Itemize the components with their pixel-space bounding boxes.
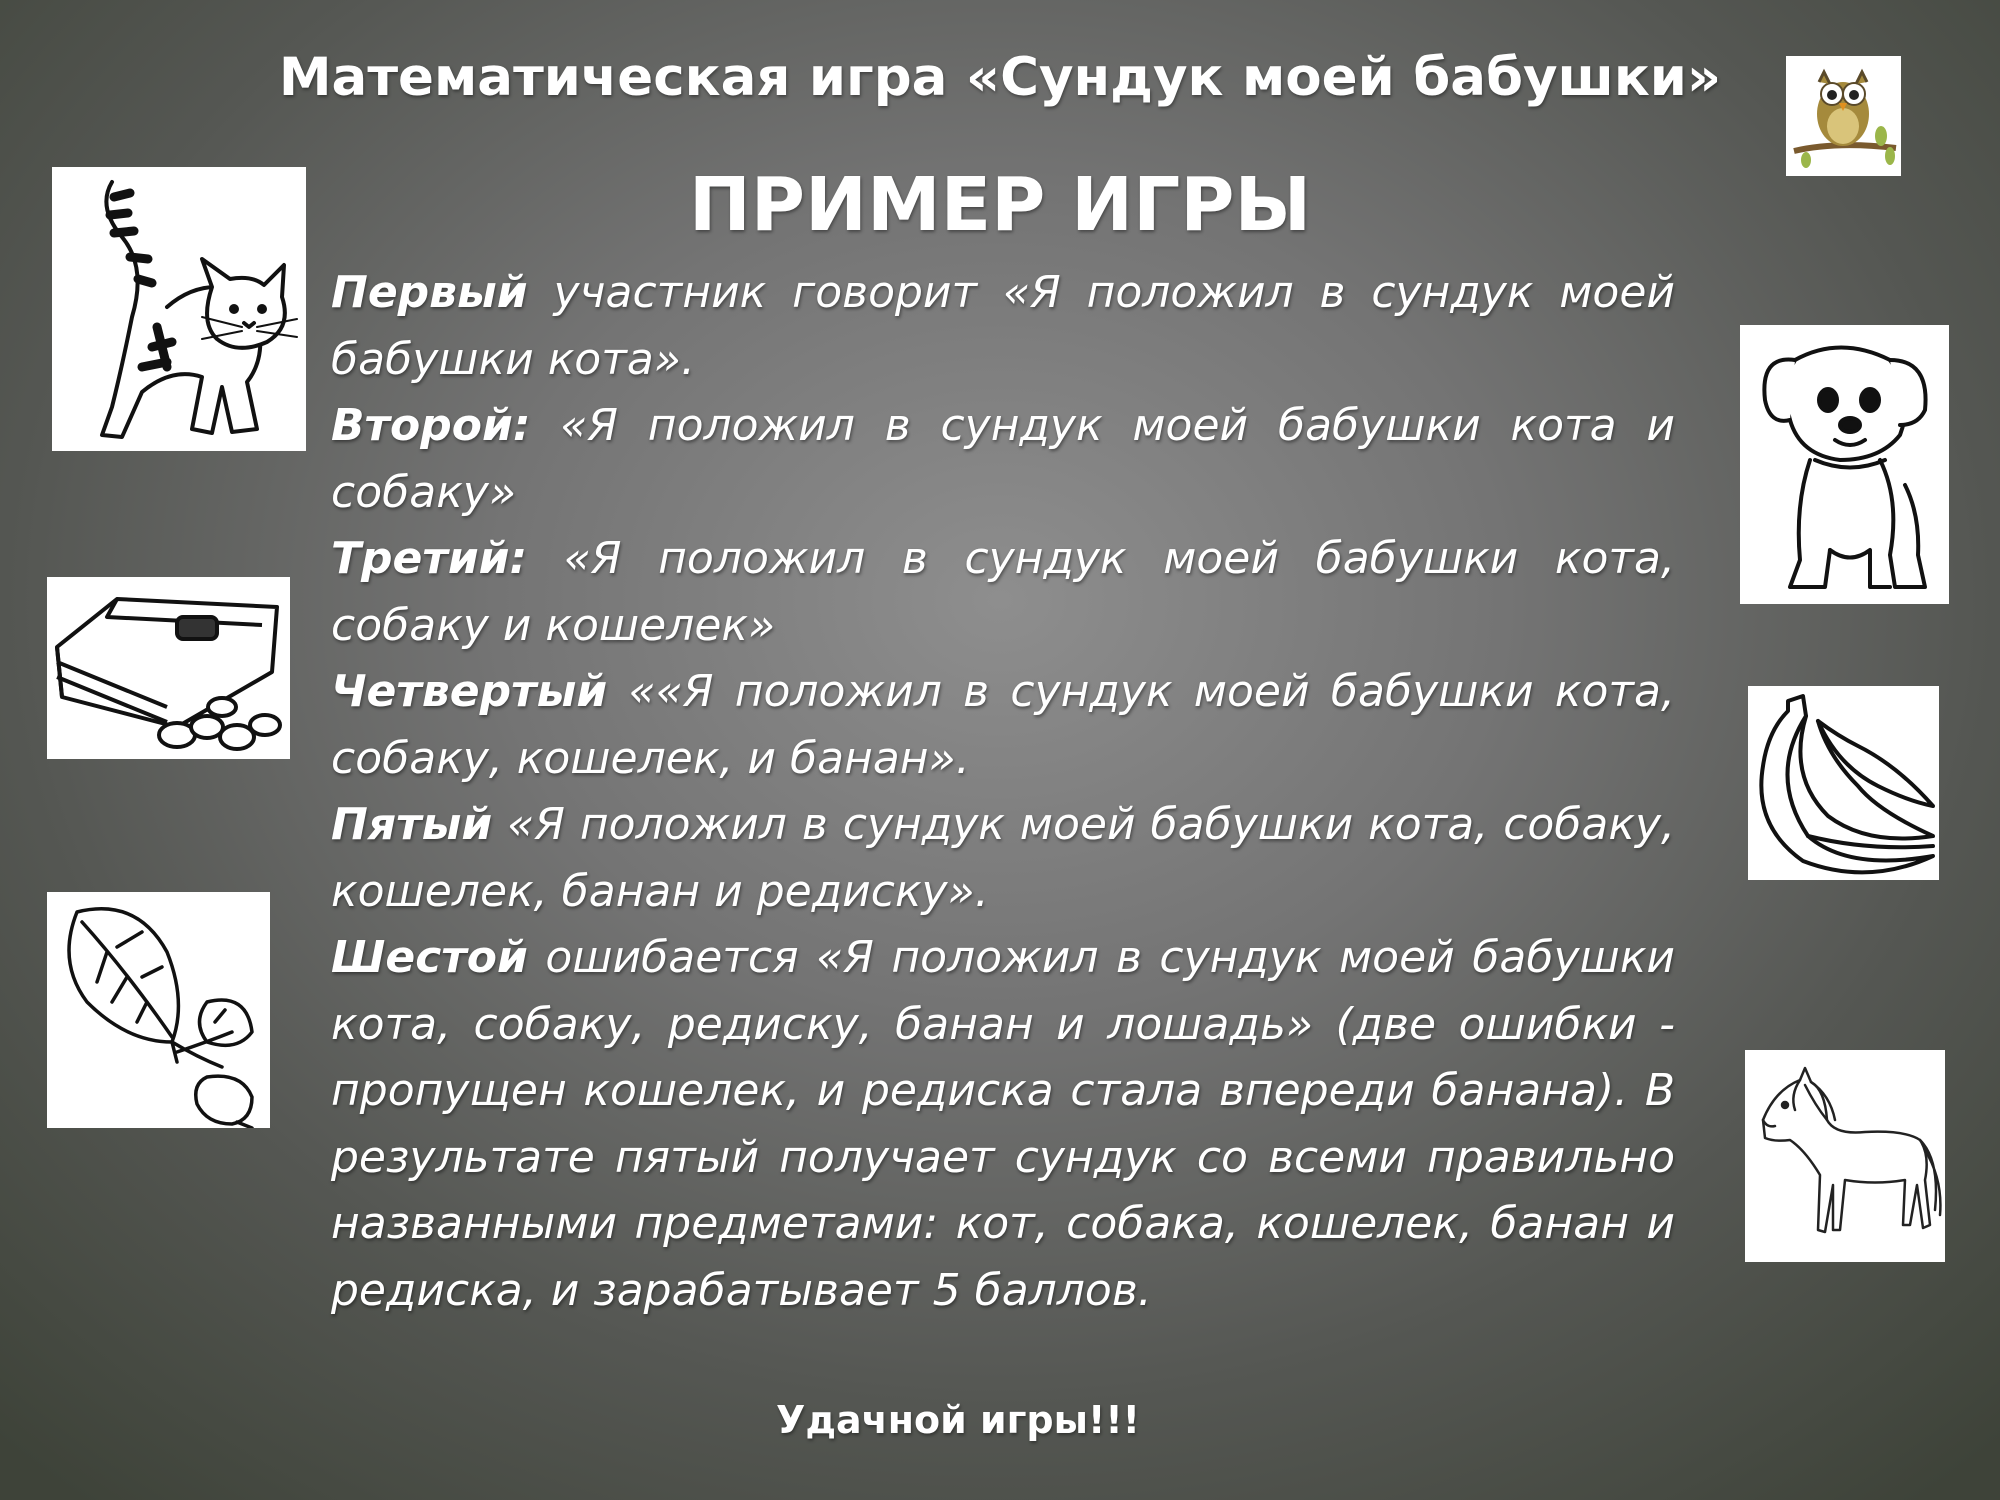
game-description — [331, 260, 1675, 1324]
paragraph-2 — [331, 393, 1675, 526]
paragraph-lead: Шестой — [331, 932, 528, 983]
owl-icon — [1786, 56, 1901, 176]
radish-picture — [47, 892, 270, 1128]
page-subtitle: ПРИМЕР ИГРЫ — [688, 162, 1312, 248]
paragraph-6 — [331, 925, 1675, 1324]
paragraph-lead: Второй: — [331, 400, 531, 451]
radish-icon — [47, 892, 270, 1128]
banana-icon — [1748, 686, 1939, 880]
cat-icon — [52, 167, 306, 451]
cat-picture — [52, 167, 306, 451]
paragraph-text: «Я положил в сундук моей бабушки кота, собаку, кошелек, банан и редиску». — [331, 799, 1675, 917]
owl-picture — [1786, 56, 1901, 176]
paragraph-text: ошибается «Я положил в сундук моей бабушки кота, собаку, редиску, банан и лошадь» (две ошибки - пропущен кошелек, и редиска стала впереди банана). В результате пятый получает сундук со всеми правильно названными предметами: кот, собака, кошелек, банан и редиска, и зарабатывает 5 баллов. — [331, 932, 1675, 1316]
paragraph-lead: Первый — [331, 267, 528, 318]
dog-icon — [1740, 325, 1949, 604]
horse-icon — [1745, 1050, 1945, 1262]
dog-picture — [1740, 325, 1949, 604]
wallet-picture — [47, 577, 290, 759]
horse-picture — [1745, 1050, 1945, 1262]
banana-picture — [1748, 686, 1939, 880]
paragraph-lead: Четвертый — [331, 666, 608, 717]
paragraph-4 — [331, 659, 1675, 792]
closing-text: Удачной игры!!! — [776, 1398, 1140, 1442]
paragraph-3 — [331, 526, 1675, 659]
paragraph-text: «Я положил в сундук моей бабушки кота и собаку» — [331, 400, 1675, 518]
wallet-icon — [47, 577, 290, 759]
paragraph-text: ««Я положил в сундук моей бабушки кота, собаку, кошелек, и банан». — [331, 666, 1675, 784]
paragraph-5 — [331, 792, 1675, 925]
paragraph-lead: Пятый — [331, 799, 493, 850]
page-title: Математическая игра «Сундук моей бабушки» — [278, 47, 1722, 108]
paragraph-lead: Третий: — [331, 533, 528, 584]
paragraph-text: «Я положил в сундук моей бабушки кота, собаку и кошелек» — [331, 533, 1675, 651]
paragraph-1 — [331, 260, 1675, 393]
paragraph-text: участник говорит «Я положил в сундук моей бабушки кота». — [331, 267, 1675, 385]
